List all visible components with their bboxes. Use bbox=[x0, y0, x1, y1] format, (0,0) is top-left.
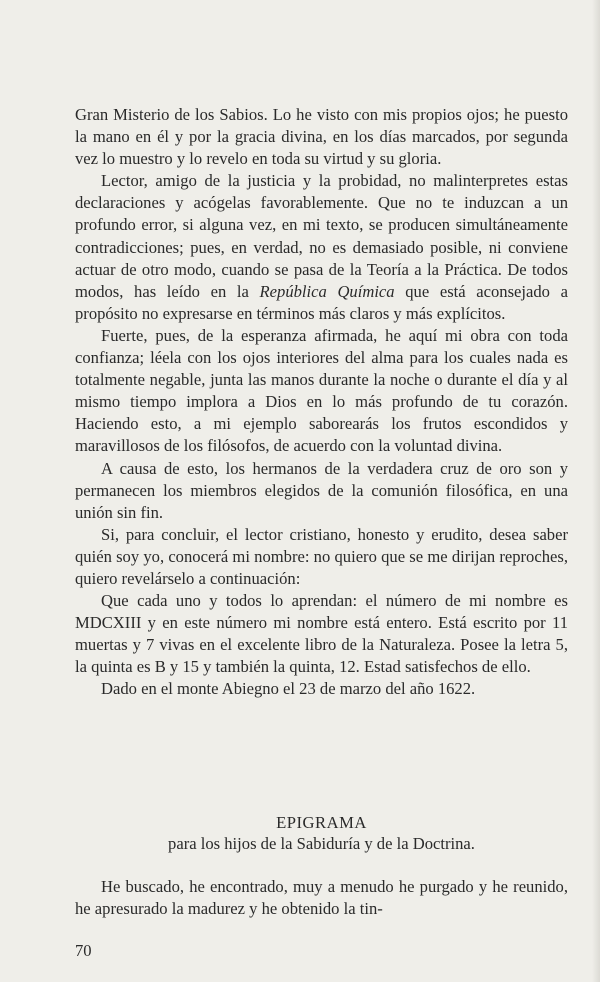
paragraph-5: Si, para concluir, el lector cristiano, honesto y erudito, desea saber quién soy yo, conocerá mi nombre: no quiero que se me dirijan reproches, quiero revelárselo a continuación: bbox=[75, 524, 568, 588]
epigram-heading: EPIGRAMA bbox=[276, 813, 367, 832]
epigram-subheading: para los hijos de la Sabiduría y de la Doctrina. bbox=[168, 834, 475, 853]
paragraph-7: Dado en el monte Abiegno el 23 de marzo del año 1622. bbox=[101, 679, 476, 699]
paragraph-2-part-2: que está aconsejado a propósito no expresarse en términos más claros y más explícitos. bbox=[75, 281, 568, 323]
paragraph-6: Que cada uno y todos lo aprendan: el número de mi nombre es MDCXIII y en este número mi nombre está entero. Está escrito por 11 muertas y 7 vivas en el excelente libro de la Naturaleza. Posee la letra 5, la quinta es B y 15 y también la quinta, 12. Estad satisfechos de ello. bbox=[75, 591, 568, 677]
paragraph-3: Fuerte, pues, de la esperanza afirmada, he aquí mi obra con toda confianza; léela con los ojos interiores del alma para los cuales nada es totalmente negable, junta las manos durante la noche o durante el día y al mismo tiempo implora a Dios en lo más profundo de tu corazón. Haciendo esto, a mi ejemplo saborearás los frutos escondidos y maravillosos de los filósofos, de acuerdo con la voluntad divina. bbox=[75, 325, 568, 456]
page-number: 70 bbox=[75, 941, 92, 960]
paragraph-2-part-1: Lector, amigo de la justicia y la probidad, no malinterpretes estas declaraciones y acógelas favorablemente. Que no te induzcan a un profundo error, si alguna vez, en mi texto, se producen simultáneamente contradicciones; pues, en verdad, no es demasiado posible, ni conviene actuar de otro modo, cuando se pasa de la Teoría a la Práctica. De todos modos, has leído en la bbox=[75, 171, 568, 301]
paragraph-4: A causa de esto, los hermanos de la verdadera cruz de oro son y permanecen los miembros elegidos de la comunión filosófica, en una unión sin fin. bbox=[75, 458, 568, 522]
body-text bbox=[75, 104, 568, 701]
epigram-text: He buscado, he encontrado, muy a menudo he purgado y he reunido, he apresurado la madurez y he obtenido la tin- bbox=[75, 877, 568, 919]
paragraph-2 bbox=[75, 170, 568, 325]
republica-quimica-title: República Química bbox=[259, 281, 395, 301]
paragraph-1: Gran Misterio de los Sabios. Lo he visto con mis propios ojos; he puesto la mano en él y por la gracia divina, en los días marcados, por segunda vez lo muestro y lo revelo en toda su virtud y su gloria. bbox=[75, 105, 568, 169]
page-edge bbox=[592, 0, 600, 982]
